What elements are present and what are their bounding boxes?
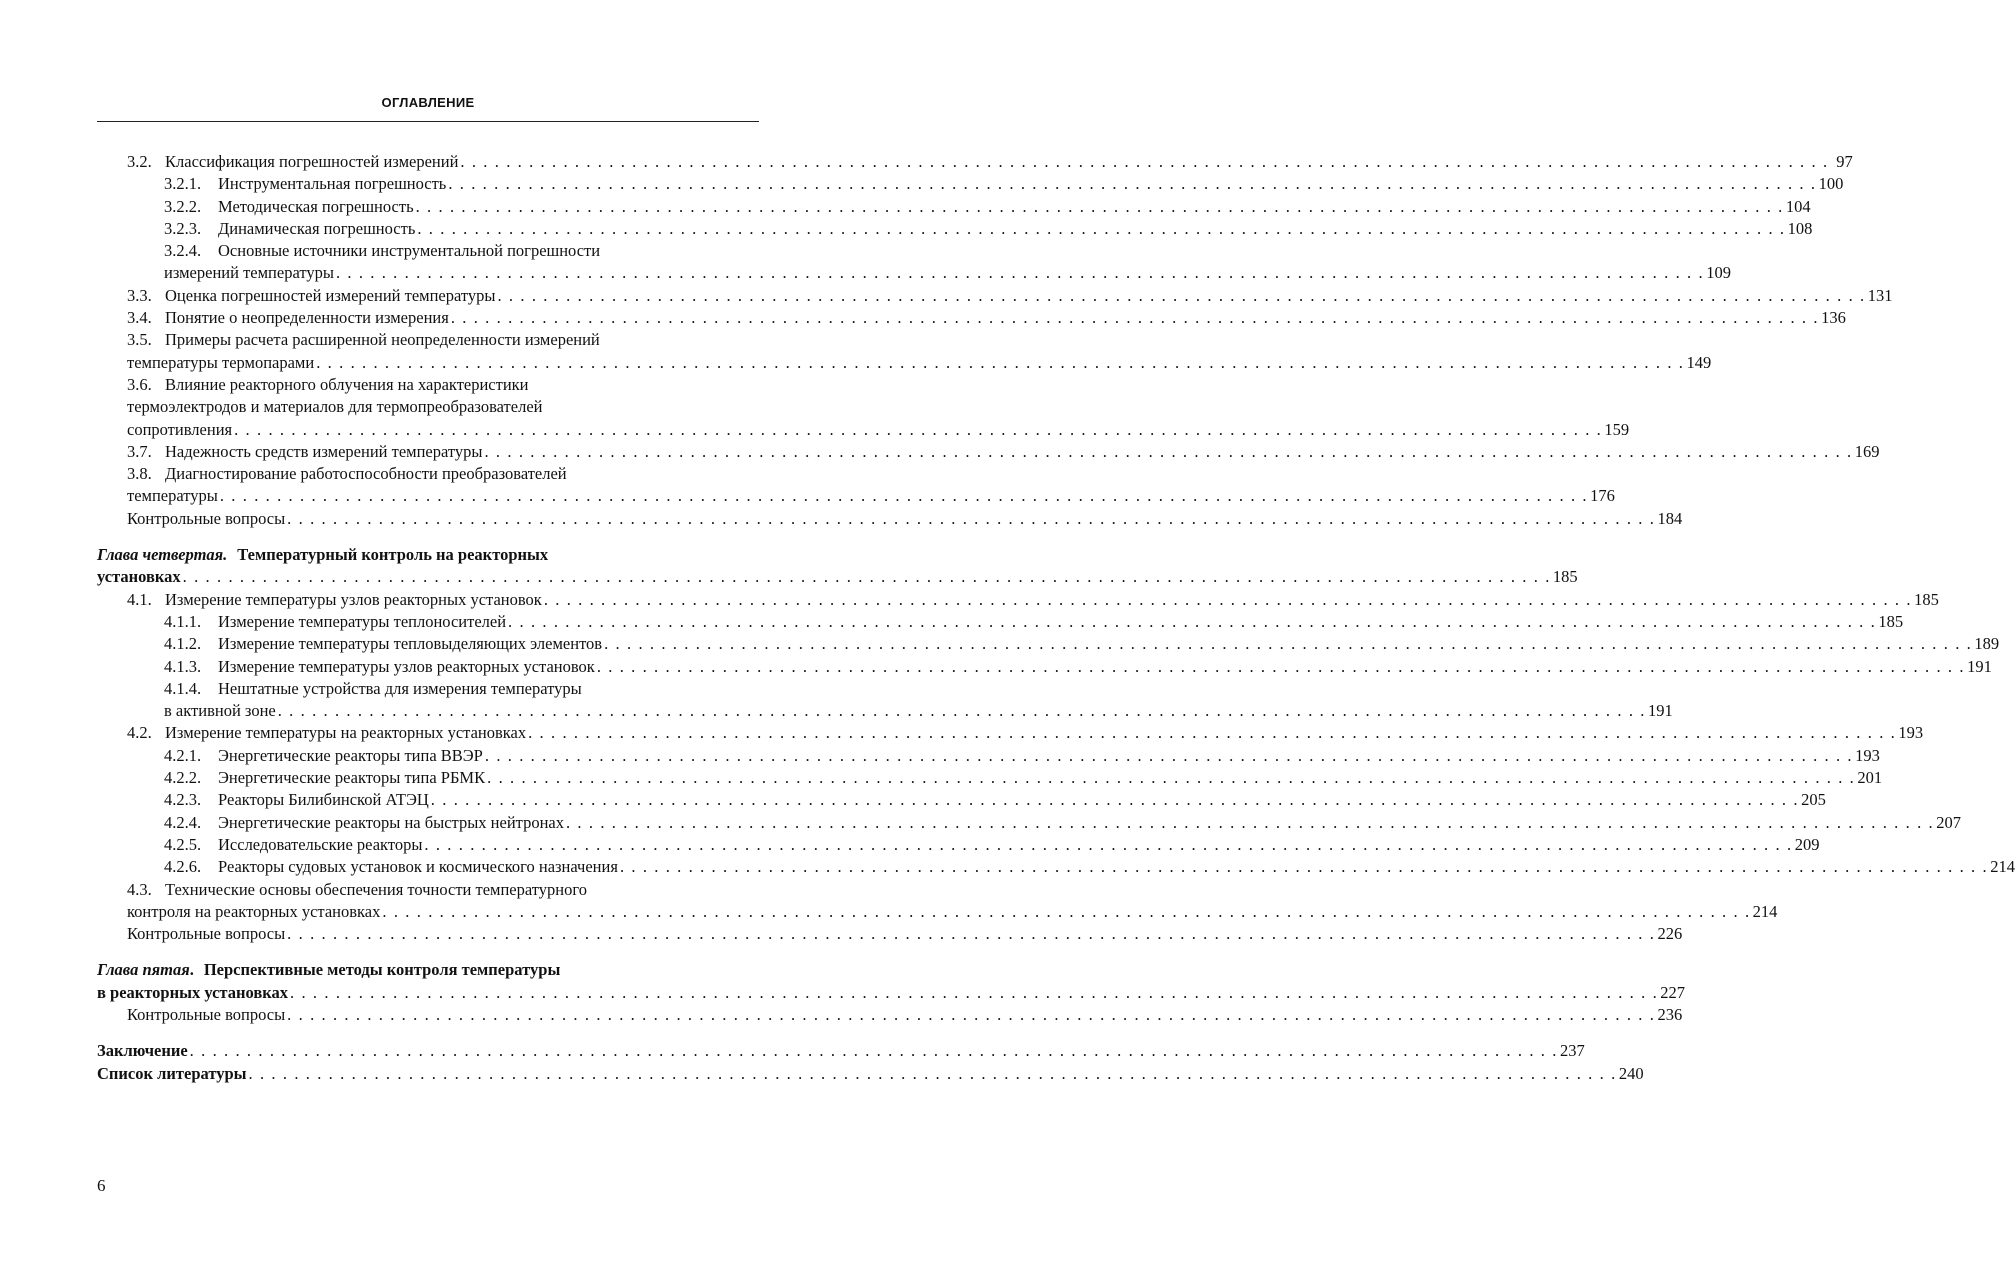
dot-leader — [278, 700, 1646, 722]
toc-number: 4.1.3. — [164, 656, 202, 676]
toc-title: Инструментальная погрешность — [218, 174, 447, 194]
dot-leader — [287, 923, 1655, 945]
toc-title: Энергетические реакторы на быстрых нейтронах — [218, 812, 564, 832]
dot-leader — [448, 173, 1816, 195]
toc-number: 4.2.6. — [164, 857, 202, 877]
toc-number: 4.1.2. — [164, 634, 202, 654]
toc-page: 189 — [1974, 634, 2000, 654]
toc-title: Примеры расчета расширенной неопределенности измерений — [165, 330, 600, 350]
dot-leader — [220, 485, 1588, 507]
toc-entry-4-1-3[interactable] — [97, 656, 1992, 678]
dot-leader — [597, 656, 1965, 678]
toc-entry-3-5[interactable] — [97, 329, 759, 351]
dot-leader — [336, 262, 1704, 284]
dot-leader — [287, 508, 1655, 530]
toc-title-cont: измерений температуры — [164, 263, 334, 283]
toc-title: Исследовательские реакторы — [218, 834, 423, 854]
toc-number: 3.8. — [127, 464, 152, 484]
toc-entry-4-1-4[interactable] — [97, 678, 759, 700]
dot-leader — [234, 419, 1602, 441]
chapter-label: Глава пятая — [97, 960, 190, 980]
dot-leader — [290, 982, 1658, 1004]
toc-number: 3.5. — [127, 330, 152, 350]
toc-page: 227 — [1660, 982, 1686, 1002]
toc-number: 3.3. — [127, 285, 152, 305]
toc-page: 237 — [1559, 1041, 1585, 1061]
toc-entry-3-2-2[interactable] — [97, 196, 1811, 218]
dot-leader — [497, 285, 1865, 307]
toc-entry-4-3-cont[interactable] — [97, 901, 1778, 923]
spacer — [97, 945, 759, 959]
toc-entry-3-6-cont2[interactable] — [97, 419, 1630, 441]
dot-leader — [190, 1040, 1558, 1062]
toc-entry-3-2-4-cont[interactable] — [97, 262, 1731, 284]
dot-leader — [487, 767, 1855, 789]
toc-number: 3.2. — [127, 152, 152, 171]
toc-title: Измерение температуры узлов реакторных установок — [218, 656, 595, 676]
toc-entry-4-2-5[interactable] — [97, 834, 1820, 856]
chapter-label-dot: . — [189, 960, 194, 980]
toc-page: 205 — [1801, 790, 1826, 810]
toc-title: Энергетические реакторы типа ВВЭР — [218, 745, 483, 765]
toc-title-cont: термоэлектродов и материалов для термопреобразователей — [127, 397, 543, 417]
toc-page: 191 — [1648, 701, 1673, 721]
toc-entry-conclusion[interactable] — [97, 1040, 1585, 1062]
toc-title: Измерение температуры теплоносителей — [218, 611, 507, 631]
chapter-label: Глава четвертая. — [97, 545, 228, 565]
toc-chapter-5[interactable] — [97, 959, 759, 981]
toc-entry-3-2-3[interactable] — [97, 218, 1813, 240]
toc-chapter-5-cont[interactable] — [97, 982, 1686, 1004]
toc-entry-3-7[interactable] — [97, 441, 1880, 463]
toc-title-cont: температуры — [127, 486, 218, 506]
toc-page: 169 — [1854, 441, 1880, 461]
toc-title: Основные источники инструментальной погрешности — [218, 241, 601, 261]
toc-page: 136 — [1821, 308, 1846, 328]
toc-title: Измерение температуры тепловыделяющих элементов — [218, 634, 603, 654]
toc-number: 4.2.1. — [164, 745, 202, 765]
toc-page: 131 — [1867, 285, 1893, 305]
dot-leader — [485, 745, 1853, 767]
toc-page: 185 — [1552, 567, 1578, 587]
toc-page: 108 — [1787, 218, 1813, 238]
toc-number: 3.7. — [127, 441, 152, 461]
chapter-title: Перспективные методы контроля температуры — [203, 960, 561, 980]
toc-entry-3-2-4[interactable] — [97, 240, 759, 262]
dot-leader — [249, 1063, 1617, 1085]
toc-number: 4.2.2. — [164, 768, 202, 788]
chapter-title-cont: установках — [97, 567, 181, 587]
toc-title: Понятие о неопределенности измерения — [165, 308, 449, 328]
toc-title: Контрольные вопросы — [127, 924, 286, 944]
dot-leader — [183, 566, 1551, 588]
toc-page: 185 — [1914, 589, 1939, 609]
toc-entry-3-8[interactable] — [97, 463, 759, 485]
toc-page: 214 — [1990, 857, 2015, 877]
dot-leader — [424, 834, 1792, 856]
dot-leader — [460, 151, 1828, 173]
header-rule — [97, 121, 759, 122]
toc-number: 3.2.2. — [164, 196, 202, 216]
toc-entry-4-2-1[interactable] — [97, 745, 1880, 767]
toc-entry-control-questions-5[interactable] — [97, 1004, 1683, 1026]
page-number: 6 — [97, 1176, 106, 1195]
toc-title: Нештатные устройства для измерения температуры — [218, 678, 582, 698]
toc-page: 209 — [1794, 834, 1820, 854]
toc-entry-4-2-4[interactable] — [97, 812, 1961, 834]
toc-page: 236 — [1657, 1004, 1683, 1024]
toc-page: 201 — [1857, 768, 1883, 788]
toc-page: 191 — [1967, 656, 1992, 676]
toc-entry-3-6-cont[interactable] — [97, 396, 759, 418]
toc-number: 4.3. — [127, 879, 152, 899]
toc-entry-4-1-4-cont[interactable] — [97, 700, 1673, 722]
toc-entry-4-2-6[interactable] — [97, 856, 2015, 878]
toc-page: 214 — [1752, 901, 1778, 921]
toc-title: Надежность средств измерений температуры — [165, 441, 483, 461]
toc-title: Технические основы обеспечения точности температурного — [165, 879, 587, 899]
toc-title: Влияние реакторного облучения на характеристики — [165, 374, 529, 394]
toc-entry-4-1[interactable] — [97, 589, 1939, 611]
toc-entry-3-6[interactable] — [97, 374, 759, 396]
toc-number: 4.1. — [127, 589, 152, 609]
toc-page: 109 — [1706, 263, 1731, 283]
toc-entry-3-3[interactable] — [97, 285, 1893, 307]
toc-entry-3-2-1[interactable] — [97, 173, 1844, 195]
toc-chapter-4[interactable] — [97, 544, 759, 566]
toc-page: 97 — [1836, 152, 1853, 171]
dot-leader — [620, 856, 1988, 878]
toc-entry-3-4[interactable] — [97, 307, 1846, 329]
toc-entry-4-3[interactable] — [97, 879, 759, 901]
toc-title: Реакторы судовых установок и космического назначения — [218, 857, 618, 877]
dot-leader — [287, 1004, 1655, 1026]
toc-title: Измерение температуры узлов реакторных установок — [165, 589, 542, 609]
toc-chapter-4-cont[interactable] — [97, 566, 1578, 588]
dot-leader — [382, 901, 1750, 923]
toc-page: 184 — [1657, 508, 1683, 528]
dot-leader — [528, 722, 1896, 744]
toc-entry-control-questions-4[interactable] — [97, 923, 1683, 945]
toc-number: 3.2.4. — [164, 241, 202, 261]
toc-title: Контрольные вопросы — [127, 508, 286, 528]
toc-entry-control-questions-3[interactable] — [97, 508, 1683, 530]
dot-leader — [431, 789, 1799, 811]
toc-title-cont: температуры термопарами — [127, 352, 315, 372]
toc-entry-references[interactable] — [97, 1063, 1644, 1085]
toc-page: 226 — [1657, 924, 1683, 944]
toc-title: Реакторы Билибинской АТЭЦ — [218, 790, 429, 810]
toc-entry-3-5-cont[interactable] — [97, 352, 1712, 374]
toc-page: 104 — [1785, 196, 1811, 216]
spacer — [97, 1026, 759, 1040]
dot-leader — [451, 307, 1819, 329]
toc-entry-4-2[interactable] — [97, 722, 1924, 744]
toc-number: 4.2.5. — [164, 834, 202, 854]
toc-page: 193 — [1898, 723, 1924, 743]
toc-page: 159 — [1604, 419, 1630, 439]
toc-entry-3-8-cont[interactable] — [97, 485, 1615, 507]
toc-number: 4.1.1. — [164, 611, 202, 631]
chapter-title: Температурный контроль на реакторных — [237, 545, 549, 565]
toc-title: Динамическая погрешность — [218, 218, 416, 238]
toc-title: Заключение — [97, 1041, 188, 1061]
toc-title: Список литературы — [97, 1063, 247, 1083]
dot-leader — [484, 441, 1852, 463]
toc-title: Диагностирование работоспособности преобразователей — [165, 464, 567, 484]
toc-entry-4-2-2[interactable] — [97, 767, 1883, 789]
toc-number: 4.1.4. — [164, 678, 202, 698]
dot-leader — [604, 633, 1972, 655]
toc-page: 207 — [1936, 812, 1961, 832]
toc-title: Оценка погрешностей измерений температуры — [165, 285, 496, 305]
toc-entry-4-2-3[interactable] — [97, 789, 1826, 811]
toc-number: 4.2. — [127, 723, 152, 743]
spacer — [97, 530, 759, 544]
toc-title: Измерение температуры на реакторных установках — [165, 723, 527, 743]
toc-number: 3.6. — [127, 374, 152, 394]
dot-leader — [544, 589, 1912, 611]
toc-title-cont: сопротивления — [127, 419, 233, 439]
toc-title-cont: контроля на реакторных установках — [127, 901, 381, 921]
toc-number: 3.4. — [127, 308, 152, 328]
toc-number: 3.2.1. — [164, 174, 202, 194]
toc-title: Методическая погрешность — [218, 196, 414, 216]
toc-page: 176 — [1590, 486, 1615, 506]
dot-leader — [416, 196, 1784, 218]
toc-title-cont: в активной зоне — [164, 701, 276, 721]
toc-title: Контрольные вопросы — [127, 1004, 286, 1024]
toc-page: 149 — [1686, 352, 1712, 372]
toc-entry-3-2[interactable] — [97, 151, 1853, 173]
toc-entry-4-1-2[interactable] — [97, 633, 2000, 655]
toc-number: 4.2.3. — [164, 790, 202, 810]
table-of-contents — [97, 151, 2015, 1085]
toc-page: 185 — [1878, 611, 1904, 631]
dot-leader — [316, 352, 1684, 374]
toc-title: Классификация погрешностей измерений — [165, 152, 459, 171]
toc-number: 3.2.3. — [164, 218, 202, 238]
toc-page: 100 — [1818, 174, 1844, 194]
toc-number: 4.2.4. — [164, 812, 202, 832]
chapter-title-cont: в реакторных установках — [97, 982, 289, 1002]
page-header-title: ОГЛАВЛЕНИЕ — [381, 95, 475, 110]
toc-page: 240 — [1618, 1063, 1644, 1083]
toc-title: Энергетические реакторы типа РБМК — [218, 768, 486, 788]
dot-leader — [566, 812, 1934, 834]
dot-leader — [508, 611, 1876, 633]
toc-entry-4-1-1[interactable] — [97, 611, 1904, 633]
toc-page: 193 — [1855, 745, 1880, 765]
dot-leader — [417, 218, 1785, 240]
